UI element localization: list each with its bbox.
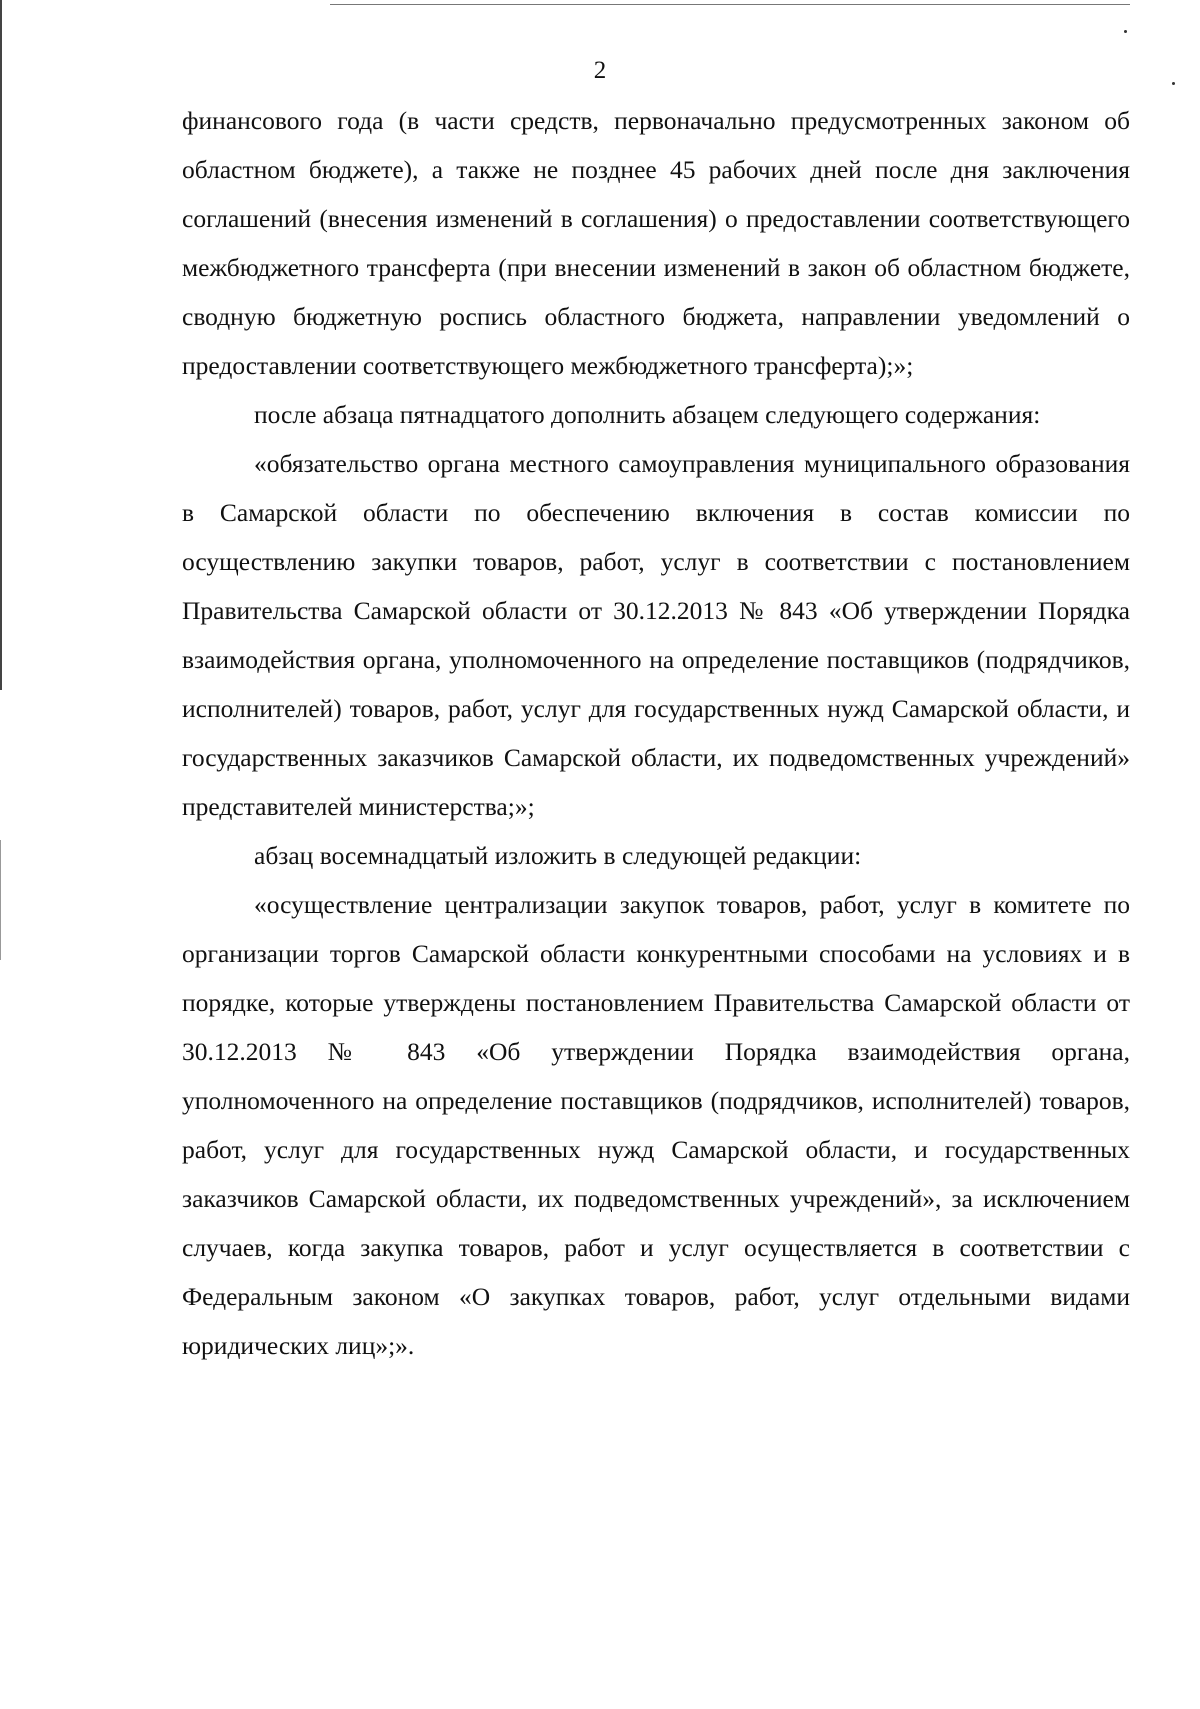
paragraph-continuation: финансового года (в части средств, первоначально предусмотренных законом об областном бюджете), а также не позднее 45 рабочих дней после дня заключения соглашений (внесения изменений в соглашения) о предоставлении соответствующего межбюджетного трансферта (при внесении изменений в закон об областном бюджете, сводную бюджетную роспись областного бюджета, направлении уведомлений о предоставлении соответствующего межбюджетного трансферта);»; [182, 106, 1130, 380]
scan-left-edge [0, 0, 2, 690]
document-body [182, 96, 1130, 1370]
paragraph-amendment-instruction: после абзаца пятнадцатого дополнить абзацем следующего содержания: [254, 400, 1041, 429]
paragraph-amendment-instruction-2: абзац восемнадцатый изложить в следующей редакции: [254, 841, 862, 870]
scan-top-edge [330, 4, 1130, 5]
page-number: 2 [593, 57, 607, 84]
paragraph-centralization: «осуществление централизации закупок товаров, работ, услуг в комитете по организации торгов Самарской области конкурентными способами на условиях и в порядке, которые утверждены постановлением Правительства Самарской области от 30.12.2013 № 843 «Об утверждении Порядка взаимодействия органа, уполномоченного на определение поставщиков (подрядчиков, исполнителей) товаров, работ, услуг для государственных нужд Самарской области, и государственных заказчиков Самарской области, их подведомственных учреждений», за исключением случаев, когда закупка товаров, работ и услуг осуществляется в соответствии с Федеральным законом «О закупках товаров, работ, услуг отдельными видами юридических лиц»;». [182, 890, 1130, 1360]
scan-speck [1124, 30, 1127, 33]
paragraph-obligation: «обязательство органа местного самоуправления муниципального образования в Самарской области по обеспечению включения в состав комиссии по осуществлению закупки товаров, работ, услуг в соответствии с постановлением Правительства Самарской области от 30.12.2013 № 843 «Об утверждении Порядка взаимодействия органа, уполномоченного на определение поставщиков (подрядчиков, исполнителей) товаров, работ, услуг для государственных нужд Самарской области, и государственных заказчиков Самарской области, их подведомственных учреждений» представителей министерства;»; [182, 449, 1130, 821]
scan-left-edge-lower [0, 840, 1, 960]
